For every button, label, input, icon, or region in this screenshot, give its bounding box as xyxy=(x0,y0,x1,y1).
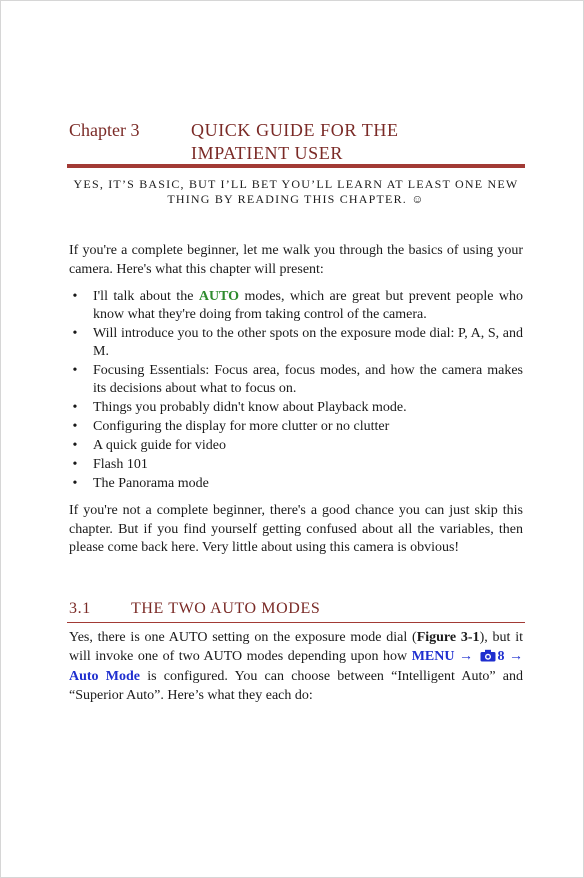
bullet: • xyxy=(72,289,78,304)
bullet: • xyxy=(72,400,78,415)
bullet: • xyxy=(72,326,78,341)
list-item xyxy=(69,475,523,493)
chapter-epigraph: YES, IT’S BASIC, BUT I’LL BET YOU’LL LEARN AT LEAST ONE NEW THING BY READING THIS CHAPTER. ☺ xyxy=(73,177,519,206)
list-item-text: I'll talk about the xyxy=(93,289,199,304)
list-item-text: Configuring the display for more clutter or no clutter xyxy=(93,419,390,434)
list-item-text: Will introduce you to the other spots on the exposure mode dial: P, A, S, and M. xyxy=(93,326,523,359)
chapter-label: Chapter 3 xyxy=(69,120,140,140)
list-item xyxy=(69,288,523,324)
bullet: • xyxy=(72,476,78,491)
list-item-text: The Panorama mode xyxy=(93,476,209,491)
bullet: • xyxy=(72,457,78,472)
arrow-icon: → xyxy=(504,648,524,664)
list-item-text: modes, which are great but prevent people who know what they're doing from taking control of the camera. xyxy=(93,289,523,322)
intro-paragraph: If you're a complete beginner, let me walk you through the basics of using your camera. Here's what this chapter will present: xyxy=(69,243,523,277)
menu-path-camera-page: 8 xyxy=(497,648,505,664)
section-title: THE TWO AUTO MODES xyxy=(131,600,321,617)
paragraph-text: is configured. You can choose between “Intelligent Auto” and “Superior Auto”. Here’s what they each do: xyxy=(69,669,523,703)
chapter-contents-list xyxy=(69,288,523,494)
paragraph-text: Yes, there is one AUTO setting on the exposure mode dial ( xyxy=(69,630,417,645)
paragraph-text: ), but it will invoke one of two AUTO modes depending upon how xyxy=(69,630,523,664)
section-number: 3.1 xyxy=(69,600,91,617)
chapter-rule xyxy=(67,164,525,168)
list-item-text: Things you probably didn't know about Playback mode. xyxy=(93,400,407,415)
list-item-text: A quick guide for video xyxy=(93,438,226,453)
list-item xyxy=(69,456,523,474)
menu-path-auto-mode: Auto Mode xyxy=(69,669,140,684)
chapter-title: QUICK GUIDE FOR THE IMPATIENT USER xyxy=(191,120,399,163)
second-paragraph: If you're not a complete beginner, there's a good chance you can just skip this chapter. But if you find yourself getting confused about all the variables, then please come back here. Very little about using this camera is obvious! xyxy=(69,503,523,555)
bullet: • xyxy=(72,419,78,434)
arrow-icon: → xyxy=(454,648,478,664)
auto-modes-paragraph xyxy=(69,629,523,705)
list-item xyxy=(69,437,523,455)
list-item-text: Flash 101 xyxy=(93,457,148,472)
bullet: • xyxy=(72,438,78,453)
list-item xyxy=(69,418,523,436)
menu-path-menu: MENU xyxy=(411,648,455,664)
list-item xyxy=(69,362,523,398)
figure-reference[interactable]: Figure 3-1 xyxy=(416,630,480,645)
list-item xyxy=(69,325,523,361)
list-item xyxy=(69,399,523,417)
section-rule xyxy=(67,622,525,623)
camera-icon xyxy=(480,649,496,669)
list-item-text: Focusing Essentials: Focus area, focus modes, and how the camera makes its decisions about what to focus on. xyxy=(93,363,523,396)
bullet: • xyxy=(72,363,78,378)
auto-highlight: AUTO xyxy=(198,289,240,304)
